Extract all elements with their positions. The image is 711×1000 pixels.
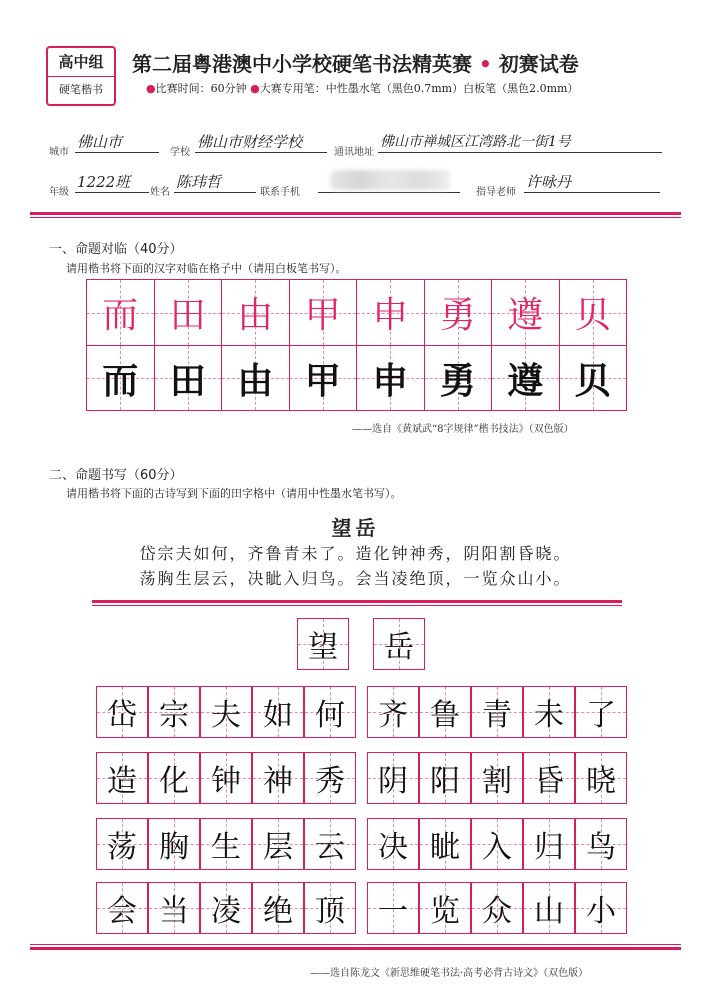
grid-character: 了	[586, 698, 616, 733]
city-label: 城市	[49, 147, 69, 158]
grid-character: 齐	[378, 698, 408, 733]
grid-character: 小	[586, 894, 616, 929]
section2-source: ——选自陈龙文《新思维硬笔书法·高考必背古诗文》（双色版）	[310, 968, 589, 979]
grid-cell	[356, 279, 425, 346]
grid-cell	[304, 752, 356, 804]
school-label: 学校	[170, 147, 190, 158]
grid-character: 割	[482, 764, 512, 799]
section1-source: ——选自《黄斌武“8字规律”楷书技法》（双色版）	[352, 424, 574, 435]
grid-character: 阳	[430, 764, 460, 799]
grid-character: 田	[169, 360, 206, 402]
subtitle	[146, 80, 686, 96]
grid-cell	[154, 345, 223, 411]
section2-instruction: 请用楷书将下面的古诗写到下面的田字格中（请用中性墨水笔书写）。	[66, 487, 402, 500]
school-field[interactable]: 佛山市财经学校	[195, 132, 327, 153]
grid-character: 青	[482, 698, 512, 733]
section2-heading: 二、命题书写（60分）	[49, 468, 183, 483]
grid-character: 览	[430, 894, 460, 929]
grid-character: 未	[534, 698, 564, 733]
grid-character: 鲁	[430, 698, 460, 733]
grid-character: 晓	[586, 764, 616, 799]
grid-character: 秀	[315, 764, 345, 799]
grid-cell	[523, 882, 575, 934]
grid-cell	[304, 686, 356, 738]
grid-character: 阴	[378, 764, 408, 799]
header-divider-thin	[30, 217, 681, 218]
grid-character: 化	[159, 764, 189, 799]
grid-cell	[96, 882, 148, 934]
grid-cell	[419, 752, 471, 804]
grid-cell	[148, 882, 200, 934]
grid-character: 绝	[263, 894, 293, 929]
grid-cell	[471, 686, 523, 738]
grid-character: 遵	[507, 360, 544, 402]
grade-field[interactable]: 1222班	[75, 172, 149, 193]
grid-character: 贝	[574, 360, 611, 402]
grid-character: 顶	[315, 894, 345, 929]
poem-line-1: 岱宗夫如何，齐鲁青未了。造化钟神秀，阴阳割昏晓。	[139, 544, 572, 563]
grid-character: 何	[315, 698, 345, 733]
grid-cell	[419, 686, 471, 738]
grid-character: 鸟	[586, 830, 616, 865]
header-divider	[30, 212, 681, 215]
grid-cell	[221, 345, 290, 411]
title-suffix: 初赛试卷	[498, 52, 579, 76]
grid-character: 甲	[304, 295, 341, 336]
grid-character: 贝	[574, 295, 611, 336]
section1-instruction: 请用楷书将下面的汉字对临在格子中（请用白板笔书写）。	[66, 262, 347, 275]
grid-cell	[575, 686, 627, 738]
grid-character: 层	[263, 830, 293, 865]
poem-line-2: 荡胸生层云，决眦入归鸟。会当凌绝顶，一览众山小。	[139, 569, 572, 588]
teacher-label: 指导老师	[476, 187, 516, 198]
copy-grid	[86, 279, 626, 411]
grid-character: 生	[211, 830, 241, 865]
grid-cell	[419, 818, 471, 870]
grid-cell	[148, 752, 200, 804]
sub-time: 比赛时间：60分钟	[155, 82, 247, 95]
grid-cell	[289, 279, 358, 346]
grid-cell	[96, 752, 148, 804]
grid-character: 田	[169, 295, 206, 336]
bottom-divider	[30, 947, 681, 950]
grid-cell	[86, 279, 155, 346]
grid-character: 宗	[159, 698, 189, 733]
city-field[interactable]: 佛山市	[75, 132, 159, 153]
grid-character: 眦	[430, 830, 460, 865]
grid-cell	[221, 279, 290, 346]
grid-cell	[304, 818, 356, 870]
grid-cell	[373, 618, 425, 670]
grid-character: 遵	[507, 295, 544, 336]
phone-redaction	[330, 170, 450, 190]
grid-cell	[252, 686, 304, 738]
grid-cell	[96, 818, 148, 870]
grid-cell	[200, 818, 252, 870]
grid-cell	[367, 818, 419, 870]
grid-cell	[367, 686, 419, 738]
grid-cell	[289, 345, 358, 411]
grid-character: 而	[102, 360, 139, 402]
grid-cell	[575, 818, 627, 870]
grid-cell	[304, 882, 356, 934]
group-badge	[46, 46, 116, 106]
grid-character: 胸	[159, 830, 189, 865]
poem-title: 望岳	[331, 516, 380, 540]
grade-label: 年级	[49, 187, 69, 198]
grid-character: 山	[534, 894, 564, 929]
address-field[interactable]: 佛山市禅城区江湾路北一街1号	[378, 132, 662, 153]
grid-character: 钟	[211, 764, 241, 799]
grid-character: 当	[159, 894, 189, 929]
grid-cell	[559, 345, 628, 411]
grid-cell	[575, 752, 627, 804]
grid-cell	[367, 882, 419, 934]
grid-cell	[491, 279, 560, 346]
title-dot: •	[472, 52, 499, 76]
grid-character: 入	[482, 830, 512, 865]
grid-character: 由	[237, 360, 274, 402]
grid-cell	[200, 882, 252, 934]
address-label: 通讯地址	[334, 147, 374, 158]
grid-cell	[148, 818, 200, 870]
grid-character: 而	[102, 295, 139, 336]
grid-character: 凌	[211, 894, 241, 929]
grid-cell	[200, 686, 252, 738]
title-main: 第二届粤港澳中小学校硬笔书法精英赛	[132, 52, 472, 76]
grid-cell	[471, 752, 523, 804]
grid-cell	[252, 818, 304, 870]
grid-cell	[252, 882, 304, 934]
grid-character: 众	[482, 894, 512, 929]
grid-cell	[154, 279, 223, 346]
grid-cell	[575, 882, 627, 934]
grid-cell	[96, 686, 148, 738]
sub-pens: 大赛专用笔：中性墨水笔（黑色0.7mm）白板笔（黑色2.0mm）	[259, 82, 579, 95]
grid-cell	[419, 882, 471, 934]
poem-divider-thin	[92, 605, 622, 606]
grid-character: 神	[263, 764, 293, 799]
grid-character: 夫	[211, 698, 241, 733]
grid-character: 造	[107, 764, 137, 799]
grid-cell	[424, 279, 493, 346]
grid-character: 望	[308, 630, 338, 665]
name-field[interactable]: 陈玮哲	[174, 172, 256, 193]
grid-cell	[559, 279, 628, 346]
grid-character: 申	[372, 295, 409, 336]
grid-character: 一	[378, 894, 408, 929]
grid-cell	[148, 686, 200, 738]
grid-character: 由	[237, 295, 274, 336]
grid-cell	[367, 752, 419, 804]
grid-cell	[297, 618, 349, 670]
teacher-field[interactable]: 许咏丹	[524, 172, 660, 193]
grid-cell	[252, 752, 304, 804]
grid-cell	[523, 686, 575, 738]
section1-heading: 一、命题对临（40分）	[49, 242, 183, 257]
grid-cell	[523, 752, 575, 804]
grid-cell	[356, 345, 425, 411]
grid-character: 勇	[439, 295, 476, 336]
poem-divider	[92, 600, 622, 603]
badge-category-label: 硬笔楷书	[59, 83, 103, 96]
grid-cell	[491, 345, 560, 411]
phone-label: 联系手机	[260, 187, 300, 198]
grid-character: 岳	[384, 630, 414, 665]
grid-cell	[471, 818, 523, 870]
grid-character: 归	[534, 830, 564, 865]
bullet-dot: ●	[146, 82, 156, 95]
grid-cell	[424, 345, 493, 411]
bottom-divider-thin	[30, 944, 681, 945]
bullet-dot: ●	[250, 82, 260, 95]
grid-cell	[471, 882, 523, 934]
grid-character: 云	[315, 830, 345, 865]
grid-character: 岱	[107, 698, 137, 733]
badge-group-label: 高中组	[48, 48, 114, 77]
grid-character: 荡	[107, 830, 137, 865]
grid-character: 甲	[304, 360, 341, 402]
name-label: 姓名	[150, 187, 170, 198]
grid-character: 昏	[534, 764, 564, 799]
grid-character: 勇	[439, 360, 476, 402]
grid-cell	[200, 752, 252, 804]
grid-cell	[523, 818, 575, 870]
grid-cell	[86, 345, 155, 411]
grid-character: 如	[263, 698, 293, 733]
grid-character: 会	[107, 894, 137, 929]
page-title	[132, 48, 692, 77]
grid-character: 申	[372, 360, 409, 402]
grid-character: 决	[378, 830, 408, 865]
